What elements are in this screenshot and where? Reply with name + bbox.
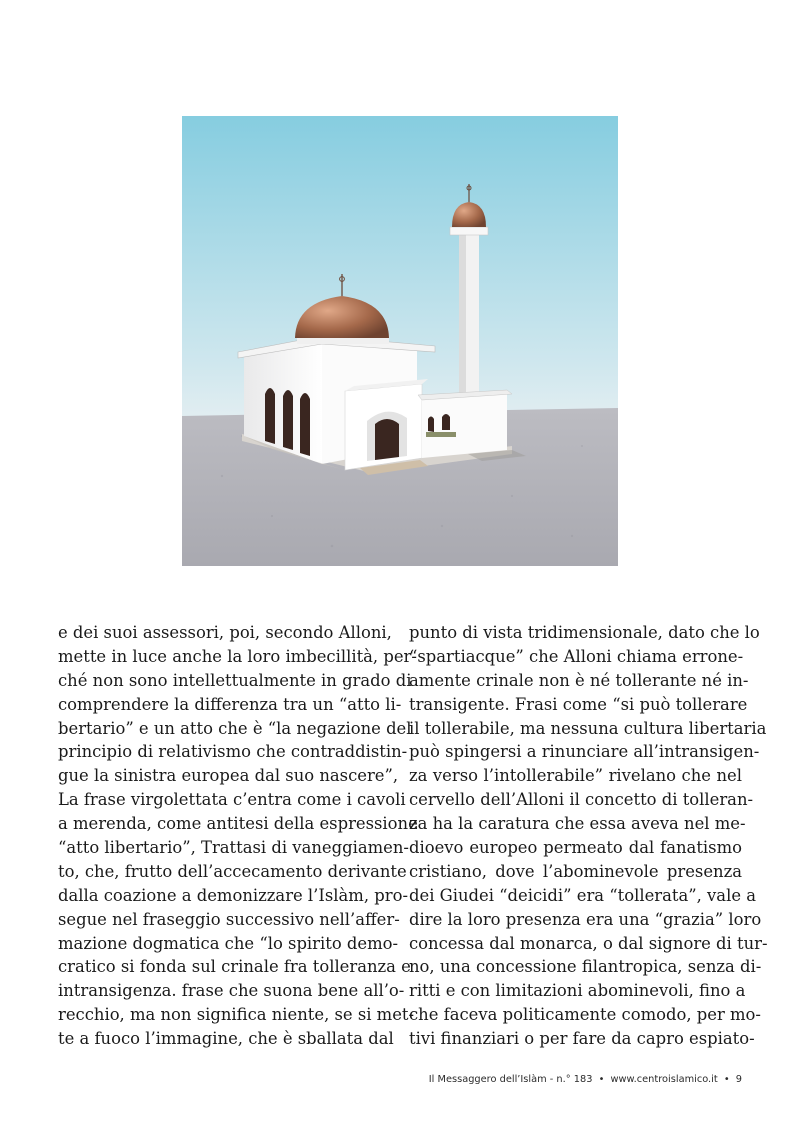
text-line: cristiano, dove l’abominevole presenza <box>409 861 742 881</box>
text-line: intransigenza. frase che suona bene all’o- <box>58 981 405 1001</box>
text-line: che faceva politicamente comodo, per mo- <box>409 1005 761 1025</box>
mosque-illustration-icon <box>182 116 618 566</box>
text-line: a merenda, come antitesi della espressione <box>58 814 418 834</box>
text-line: cervello dell’Alloni il concetto di tolleran- <box>409 790 754 810</box>
text-line: gue la sinistra europea dal suo nascere”, <box>58 766 399 786</box>
text-line: tivi finanziari o per fare da capro espiato- <box>409 1029 755 1049</box>
footer-separator: • <box>598 1074 605 1085</box>
text-line: ritti e con limitazioni abominevoli, fino a <box>409 981 746 1001</box>
text-line: mette in luce anche la loro imbecillità, per- <box>58 646 417 666</box>
text-line: ché non sono intellettualmente in grado di <box>58 670 412 690</box>
text-line: può spingersi a rinunciare all’intransigen- <box>409 742 760 762</box>
text-line: comprendere la differenza tra un “atto li- <box>58 694 402 714</box>
text-line: dire la loro presenza era una “grazia” loro <box>409 909 762 929</box>
text-line: te a fuoco l’immagine, che è sballata dal <box>58 1029 394 1049</box>
page-number: 9 <box>735 1074 742 1085</box>
text-line: segue nel fraseggio successivo nell’affer- <box>58 909 400 929</box>
text-line: bertario” e un atto che è “la negazione del <box>58 718 412 738</box>
text-line: recchio, ma non significa niente, se si met- <box>58 1005 415 1025</box>
mosque-illustration <box>182 116 618 566</box>
text-line: concessa dal monarca, o dal signore di tur- <box>409 933 768 953</box>
text-line: e dei suoi assessori, poi, secondo Alloni, <box>58 623 392 642</box>
text-line: cratico si fonda sul crinale fra tolleranza e <box>58 957 411 977</box>
website-link[interactable]: www.centroislamico.it <box>610 1074 718 1085</box>
text-line: dalla coazione a demonizzare l’Islàm, pro- <box>58 885 408 905</box>
text-line: to, che, frutto dell’accecamento derivante <box>58 861 407 881</box>
text-line: dei Giudei “deicidi” era “tollerata”, vale a <box>409 885 756 905</box>
text-line: mazione dogmatica che “lo spirito demo- <box>58 933 399 953</box>
text-line: “atto libertario”, Trattasi di vaneggiamen- <box>58 838 409 858</box>
article-body <box>58 621 768 1051</box>
left-column <box>58 621 418 1051</box>
text-line: amente crinale non è né tollerante né in- <box>409 670 749 690</box>
text-line: La frase virgolettata c’entra come i cavoli <box>58 790 406 810</box>
text-line: il tollerabile, ma nessuna cultura libertaria <box>409 718 767 738</box>
text-line: principio di relativismo che contraddistin- <box>58 742 408 762</box>
right-column <box>409 621 768 1051</box>
text-line: transigente. Frasi come “si può tollerare <box>409 694 748 714</box>
text-line: za ha la caratura che essa aveva nel me- <box>409 814 746 834</box>
footer-separator: • <box>723 1074 730 1085</box>
text-line: za verso l’intollerabile” rivelano che nel <box>409 766 742 786</box>
publication-title: Il Messaggero dell’Islàm - n.° 183 <box>428 1074 593 1085</box>
text-line: “spartiacque” che Alloni chiama errone- <box>409 646 744 666</box>
text-line: no, una concessione filantropica, senza di- <box>409 957 762 977</box>
page-footer <box>429 1074 742 1085</box>
text-line: dioevo europeo permeato dal fanatismo <box>409 838 742 858</box>
text-line: punto di vista tridimensionale, dato che lo <box>409 623 760 642</box>
